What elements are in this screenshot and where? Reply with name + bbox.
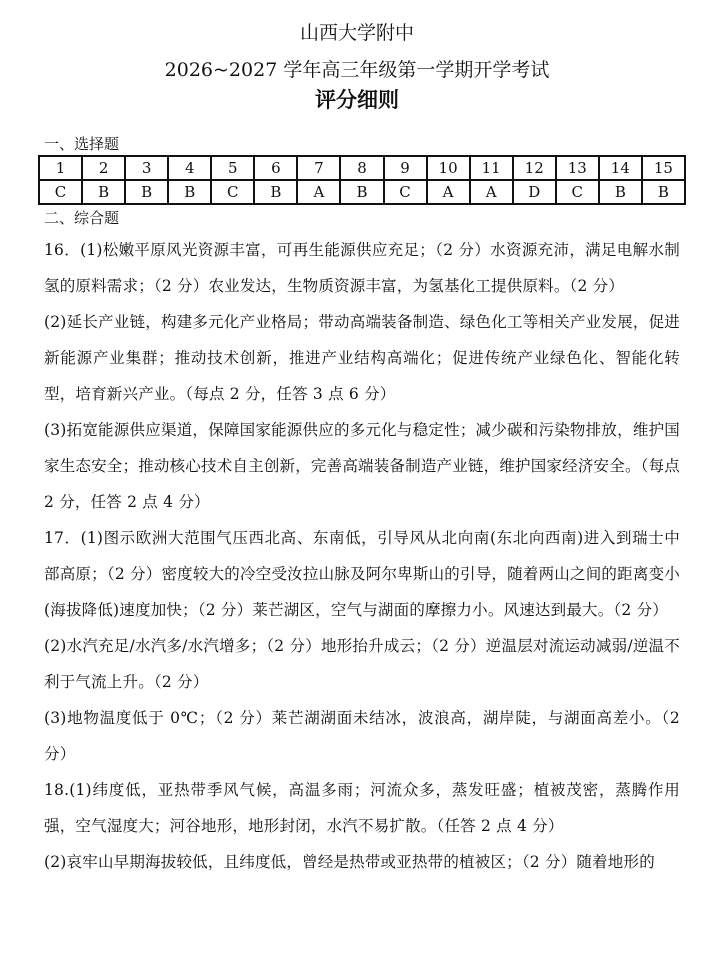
answer-cell: B bbox=[82, 180, 125, 204]
answer-content bbox=[44, 232, 680, 880]
answer-cell: C bbox=[556, 180, 599, 204]
doc-title: 评分细则 bbox=[315, 87, 399, 112]
school-title: 山西大学附中 bbox=[299, 22, 414, 44]
answer-cell: A bbox=[297, 180, 340, 204]
answer-table-number-row bbox=[39, 156, 685, 180]
question-number: 13 bbox=[556, 156, 599, 180]
answer-cell: C bbox=[384, 180, 427, 204]
answer-cell: A bbox=[427, 180, 470, 204]
answer-paragraph-16-1: 16．(1)松嫩平原风光资源丰富，可再生能源供应充足；（2 分）水资源充沛，满足电解水制氢的原料需求；（2 分）农业发达，生物质资源丰富，为氢基化工提供原料。（2 分） bbox=[44, 241, 680, 295]
question-number: 11 bbox=[470, 156, 513, 180]
exam-title: 2026~2027 学年高三年级第一学期开学考试 bbox=[164, 59, 550, 81]
answer-table-answer-row bbox=[39, 180, 685, 204]
answer-cell: B bbox=[340, 180, 383, 204]
question-number: 12 bbox=[513, 156, 556, 180]
question-number: 4 bbox=[168, 156, 211, 180]
question-number: 1 bbox=[39, 156, 82, 180]
answer-cell: C bbox=[39, 180, 82, 204]
answer-paragraph-17-2: (2)水汽充足/水汽多/水汽增多；（2 分）地形抬升成云；（2 分）逆温层对流运动减弱/逆温不利于气流上升。（2 分） bbox=[44, 637, 680, 691]
answer-table bbox=[38, 155, 686, 205]
question-number: 9 bbox=[384, 156, 427, 180]
question-number: 8 bbox=[340, 156, 383, 180]
question-number: 10 bbox=[427, 156, 470, 180]
answer-paragraph-17-1: 17．(1)图示欧洲大范围气压西北高、东南低，引导风从北向南(东北向西南)进入到瑞士中部高原；（2 分）密度较大的冷空受汝拉山脉及阿尔卑斯山的引导，随着两山之间的距离变小(海拔降低)速度加快；（2 分）莱芒湖区，空气与湖面的摩擦力小。风速达到最大。（2 分） bbox=[44, 529, 680, 619]
answer-paragraph-16-2: (2)延长产业链，构建多元化产业格局；带动高端装备制造、绿色化工等相关产业发展，促进新能源产业集群；推动技术创新，推进产业结构高端化；促进传统产业绿色化、智能化转型，培育新兴产业。（每点 2 分，任答 3 点 6 分） bbox=[44, 313, 680, 403]
answer-paragraph-18-1: 18.(1)纬度低，亚热带季风气候，高温多雨；河流众多，蒸发旺盛；植被茂密，蒸腾作用强，空气湿度大；河谷地形，地形封闭，水汽不易扩散。（任答 2 点 4 分） bbox=[44, 781, 680, 835]
answer-paragraph-18-2: (2)哀牢山早期海拔较低，且纬度低，曾经是热带或亚热带的植被区；（2 分）随着地形的 bbox=[44, 853, 655, 871]
answer-cell: C bbox=[211, 180, 254, 204]
answer-paragraph-16-3: (3)拓宽能源供应渠道，保障国家能源供应的多元化与稳定性；减少碳和污染物排放，维护国家生态安全；推动核心技术自主创新，完善高端装备制造产业链，维护国家经济安全。（每点 2 分，任答 2 点 4 分） bbox=[44, 421, 680, 511]
question-number: 14 bbox=[599, 156, 642, 180]
answer-cell: B bbox=[125, 180, 168, 204]
section-heading-choice: 一、选择题 bbox=[44, 135, 120, 153]
answer-cell: D bbox=[513, 180, 556, 204]
question-number: 2 bbox=[82, 156, 125, 180]
answer-cell: B bbox=[599, 180, 642, 204]
answer-cell: B bbox=[254, 180, 297, 204]
question-number: 3 bbox=[125, 156, 168, 180]
answer-cell: B bbox=[642, 180, 685, 204]
question-number: 6 bbox=[254, 156, 297, 180]
answer-cell: A bbox=[470, 180, 513, 204]
section-heading-comprehensive: 二、综合题 bbox=[44, 209, 120, 227]
question-number: 7 bbox=[297, 156, 340, 180]
question-number: 15 bbox=[642, 156, 685, 180]
answer-paragraph-17-3: (3)地物温度低于 0℃；（2 分）莱芒湖湖面未结冰，波浪高，湖岸陡，与湖面高差小。（2 分） bbox=[44, 709, 680, 763]
question-number: 5 bbox=[211, 156, 254, 180]
answer-cell: B bbox=[168, 180, 211, 204]
